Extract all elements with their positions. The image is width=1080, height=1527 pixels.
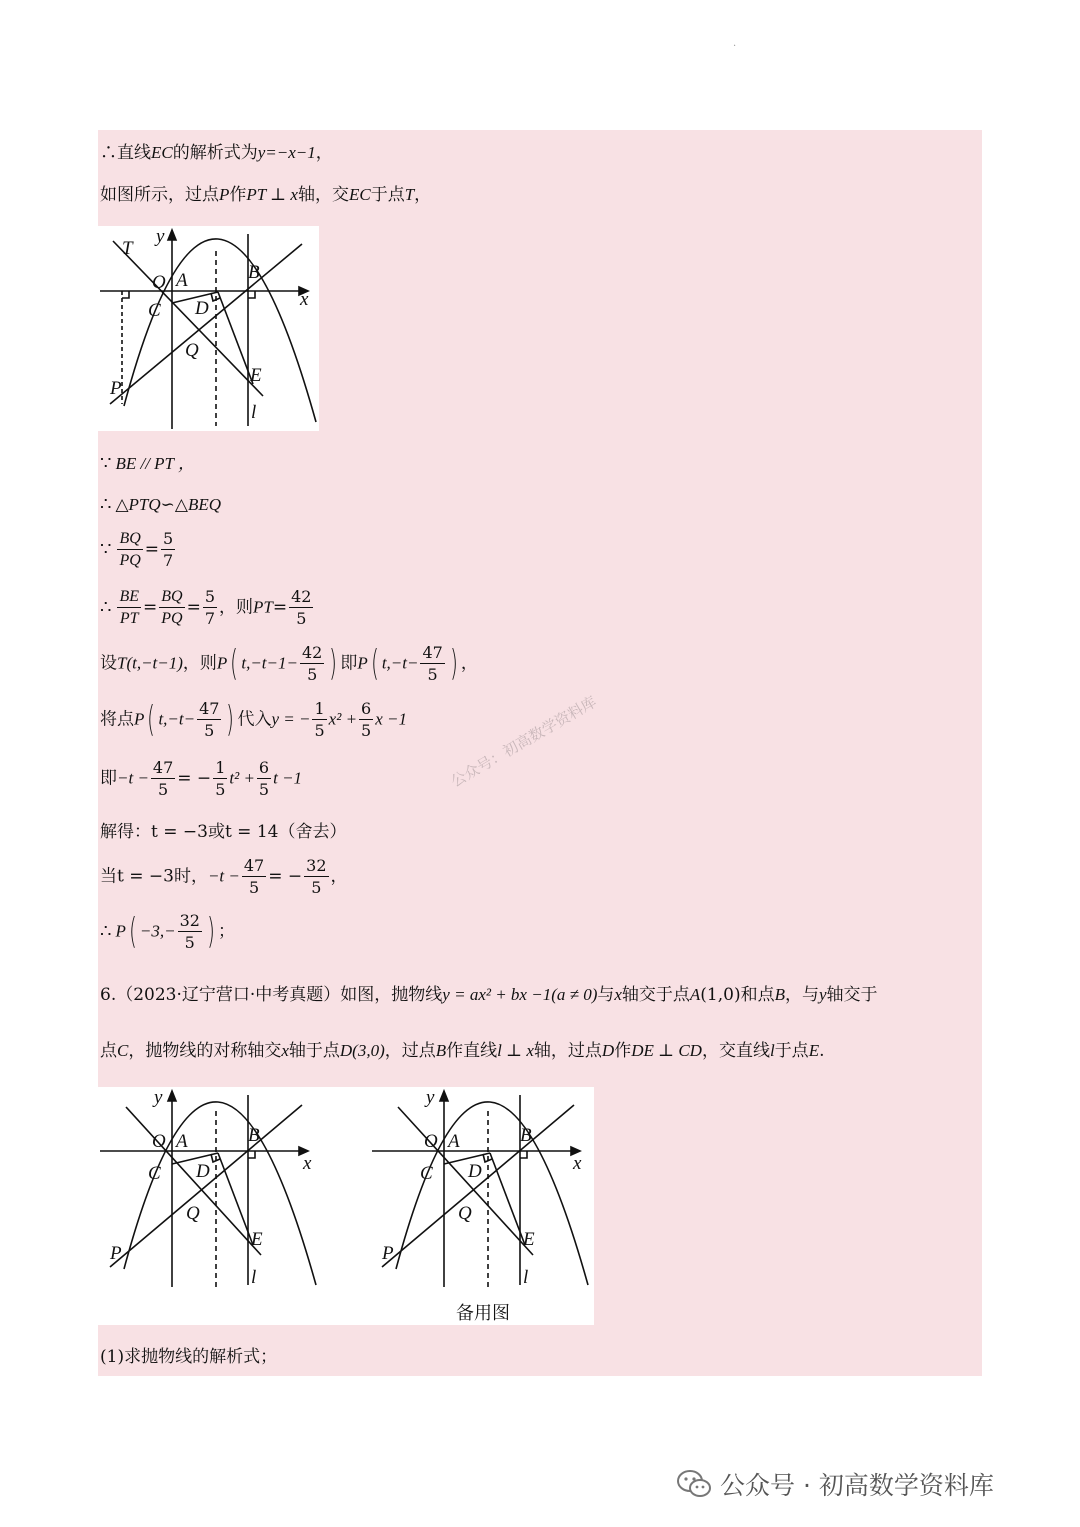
fraction	[312, 701, 326, 739]
because-symbol: ∵	[100, 453, 112, 474]
text: ，过点	[384, 1041, 436, 1061]
math: P	[219, 185, 230, 204]
math: △PTQ∽△BEQ	[115, 495, 222, 514]
point-t-label: T	[122, 238, 133, 259]
line-similar-triangles	[100, 493, 221, 517]
text: ，	[315, 143, 333, 163]
math: =	[144, 539, 160, 560]
point-q-label: Q	[458, 1203, 472, 1224]
math: =	[272, 597, 288, 618]
fraction	[304, 858, 328, 896]
denominator: 5	[307, 665, 318, 684]
text: 解得：t = −3或t = 14（舍去）	[100, 822, 347, 842]
therefore-symbol: ∴	[100, 494, 112, 515]
text: 将点	[100, 709, 134, 730]
math: B	[435, 1041, 447, 1060]
text: (1)求抛物线的解析式；	[100, 1347, 278, 1367]
text: 于点	[370, 185, 405, 205]
y-axis-label: y	[154, 1087, 163, 1108]
numerator: 42	[291, 587, 312, 606]
math: P	[115, 921, 126, 941]
text: 轴，交	[297, 185, 349, 205]
point-p-label: P	[110, 378, 122, 399]
line-ratio-pt	[100, 589, 315, 627]
math: x² +	[328, 709, 358, 729]
point-a-label: A	[176, 1131, 188, 1152]
text: 6.（2023·辽宁营口·中考真题）如图，抛物线	[100, 985, 443, 1005]
footer-text: 公众号 · 初高数学资料库	[720, 1471, 994, 1500]
line-when-t	[100, 858, 348, 896]
fraction	[161, 531, 175, 569]
math: = −	[177, 768, 212, 789]
fraction	[203, 589, 217, 627]
point-d-label: D	[196, 1161, 210, 1182]
point-b-label: B	[248, 1125, 260, 1146]
point-q-label: Q	[185, 340, 199, 361]
point-c-label: C	[148, 1163, 161, 1184]
math: l ⊥ x	[497, 1041, 534, 1060]
point-c-label: C	[420, 1163, 433, 1184]
denominator: 5	[258, 780, 270, 799]
math: l	[769, 1041, 775, 1060]
text: .	[819, 1041, 825, 1061]
text: 设	[100, 653, 117, 674]
denominator: PQ	[161, 610, 183, 627]
line-draw-pt	[100, 183, 431, 207]
math: =	[186, 597, 201, 618]
text: 和点	[740, 985, 775, 1005]
math: =	[143, 597, 158, 618]
math: P	[357, 653, 368, 673]
fraction	[151, 760, 175, 798]
math: T(t,−t−1)	[117, 653, 183, 673]
fraction	[257, 760, 271, 798]
text: 即	[340, 653, 358, 674]
x-axis-label: x	[573, 1153, 582, 1174]
math: −t −	[117, 768, 149, 788]
fraction	[242, 858, 266, 896]
fraction	[359, 701, 373, 739]
therefore-symbol: ∴	[100, 596, 112, 618]
math: −t −	[207, 866, 240, 886]
point-p-label: P	[110, 1243, 122, 1264]
point-a-label: A	[448, 1131, 460, 1152]
line-l-label: l	[251, 402, 257, 423]
point-a-label: A	[176, 270, 188, 291]
numerator: BE	[117, 589, 141, 608]
text: 作直线	[446, 1041, 498, 1061]
math: t −1	[273, 768, 303, 788]
point-b-label: B	[248, 262, 260, 283]
denominator: 5	[158, 780, 169, 799]
fraction	[197, 701, 221, 739]
math: B	[774, 985, 785, 1004]
numerator: 6	[258, 758, 270, 777]
text: 于点	[774, 1041, 809, 1061]
math: (a ≠ 0)	[551, 985, 598, 1004]
math: x −1	[375, 709, 408, 729]
fraction	[117, 589, 141, 627]
denominator: 7	[163, 551, 174, 570]
x-axis-label: x	[303, 1153, 312, 1174]
text: 当t = −3时，	[100, 866, 208, 887]
numerator: 42	[301, 643, 323, 662]
denominator: 5	[427, 665, 438, 684]
text: ∴直线	[100, 143, 151, 163]
math: y=−x−1	[257, 143, 316, 162]
math: EC	[348, 185, 371, 204]
line-substitute-p	[100, 701, 407, 739]
line-l-label: l	[523, 1267, 529, 1288]
denominator: 7	[204, 609, 216, 628]
wechat-icon	[676, 1469, 712, 1499]
text: ，	[330, 866, 348, 887]
x-axis-label: x	[300, 289, 309, 310]
math: BE // PT ，	[115, 454, 195, 473]
math: T	[404, 185, 415, 204]
point-d-label: D	[195, 298, 209, 319]
line-ec-equation	[100, 141, 333, 165]
paren: (	[230, 643, 239, 684]
text: 作	[614, 1041, 632, 1061]
y-axis-label: y	[426, 1087, 435, 1108]
point-d-label: D	[468, 1161, 482, 1182]
fraction	[289, 589, 313, 627]
math: D(3,0)	[339, 1041, 385, 1060]
fraction	[420, 645, 444, 683]
figure-with-t	[98, 226, 319, 431]
math: PT ⊥ x	[246, 185, 298, 204]
fraction	[178, 913, 202, 951]
point-e-label: E	[523, 1229, 535, 1250]
numerator: 5	[163, 529, 174, 548]
numerator: 6	[361, 699, 372, 718]
denominator: PQ	[119, 552, 141, 569]
paren: )	[449, 643, 458, 684]
figure-with-t-svg	[98, 226, 319, 431]
line-equation-t	[100, 760, 302, 798]
fraction	[213, 760, 227, 798]
denominator: 5	[361, 721, 372, 740]
footer-account	[676, 1466, 994, 1502]
math: E	[808, 1041, 820, 1060]
math: y = ax² + bx −1	[442, 985, 552, 1004]
math: y = −	[271, 709, 311, 729]
denominator: 5	[184, 933, 195, 952]
line-ratio-bq-pq	[100, 531, 177, 569]
math: = −	[268, 866, 303, 887]
numerator: 47	[152, 758, 174, 777]
text: 与	[597, 985, 615, 1005]
math: t,−t−	[381, 653, 419, 673]
math: C	[117, 1041, 129, 1060]
math: DE ⊥ CD	[631, 1041, 702, 1060]
numerator: BQ	[117, 531, 142, 550]
line-set-t	[100, 645, 478, 683]
text: ，则	[182, 653, 217, 674]
line-be-parallel-pt	[100, 452, 195, 476]
fraction	[300, 645, 324, 683]
math: D	[601, 1041, 615, 1060]
denominator: 5	[311, 878, 322, 897]
text: 轴交于点	[621, 985, 690, 1005]
text: ，交直线	[701, 1041, 770, 1061]
spare-figure-caption: 备用图	[456, 1303, 510, 1324]
numerator: 32	[306, 856, 327, 875]
point-o-label: O	[152, 272, 166, 293]
math: x	[614, 985, 622, 1004]
watermark: 公众号：初高数学资料库	[447, 692, 600, 791]
denominator: PT	[119, 610, 139, 627]
text: ，则	[219, 597, 254, 618]
point-o-label: O	[152, 1131, 166, 1152]
header-dot: .	[733, 38, 737, 49]
paren: (	[147, 699, 156, 740]
question-6-line1	[100, 983, 878, 1007]
math: (1,0)	[700, 985, 741, 1005]
numerator: 47	[243, 856, 265, 875]
math: t,−t−	[158, 709, 196, 729]
text: ；	[218, 921, 235, 942]
math: t,−t−1−	[241, 653, 298, 673]
point-c-label: C	[148, 300, 161, 321]
question-6-line2	[100, 1039, 824, 1063]
math: A	[689, 985, 701, 1004]
point-e-label: E	[250, 365, 262, 386]
math: PT	[253, 597, 273, 617]
text: 如图所示，过点	[100, 185, 219, 205]
text: 作	[229, 185, 247, 205]
denominator: 5	[296, 609, 307, 628]
line-point-p	[100, 913, 235, 951]
text: 轴于点	[288, 1041, 340, 1061]
text: 即	[100, 768, 117, 789]
fraction	[159, 589, 184, 627]
text: ，抛物线的对称轴交	[128, 1041, 282, 1061]
text: ，	[414, 185, 432, 205]
denominator: 5	[248, 878, 260, 897]
paren: )	[329, 643, 338, 684]
denominator: 5	[314, 721, 325, 740]
line-l-label: l	[251, 1267, 257, 1288]
text: 轴交于	[826, 985, 878, 1005]
numerator: 1	[215, 758, 226, 777]
figure-pair	[98, 1087, 594, 1325]
text: 轴，过点	[533, 1041, 602, 1061]
paren: (	[370, 643, 379, 684]
sub-question-1	[100, 1345, 277, 1369]
text: EC	[151, 143, 173, 162]
point-p-label: P	[382, 1243, 394, 1264]
line-solve	[100, 820, 346, 844]
fraction	[117, 531, 142, 569]
numerator: 5	[204, 587, 216, 606]
text: 点	[100, 1041, 117, 1061]
math: P	[134, 709, 145, 729]
point-o-label: O	[424, 1131, 438, 1152]
math: x	[281, 1041, 289, 1060]
math: P	[216, 653, 228, 673]
paren: )	[207, 911, 215, 952]
numerator: BQ	[159, 589, 184, 608]
denominator: 5	[204, 721, 215, 740]
math: t² +	[229, 768, 255, 788]
text: ，	[460, 653, 478, 674]
math: −3,−	[139, 921, 176, 941]
paren: (	[129, 911, 137, 952]
numerator: 32	[179, 911, 200, 930]
text: 代入	[237, 709, 272, 730]
denominator: 5	[215, 780, 226, 799]
point-q-label: Q	[186, 1203, 200, 1224]
math: y	[819, 985, 827, 1004]
text: ，与	[785, 985, 819, 1005]
y-axis-label: y	[156, 226, 165, 247]
numerator: 47	[199, 699, 220, 718]
text: 的解析式为	[172, 143, 258, 163]
numerator: 1	[314, 699, 325, 718]
figure-pair-svg	[98, 1087, 594, 1325]
therefore-symbol: ∴	[100, 920, 112, 942]
paren: )	[226, 699, 235, 740]
point-b-label: B	[520, 1125, 532, 1146]
numerator: 47	[422, 643, 443, 662]
because-symbol: ∵	[100, 538, 112, 560]
point-e-label: E	[251, 1229, 263, 1250]
